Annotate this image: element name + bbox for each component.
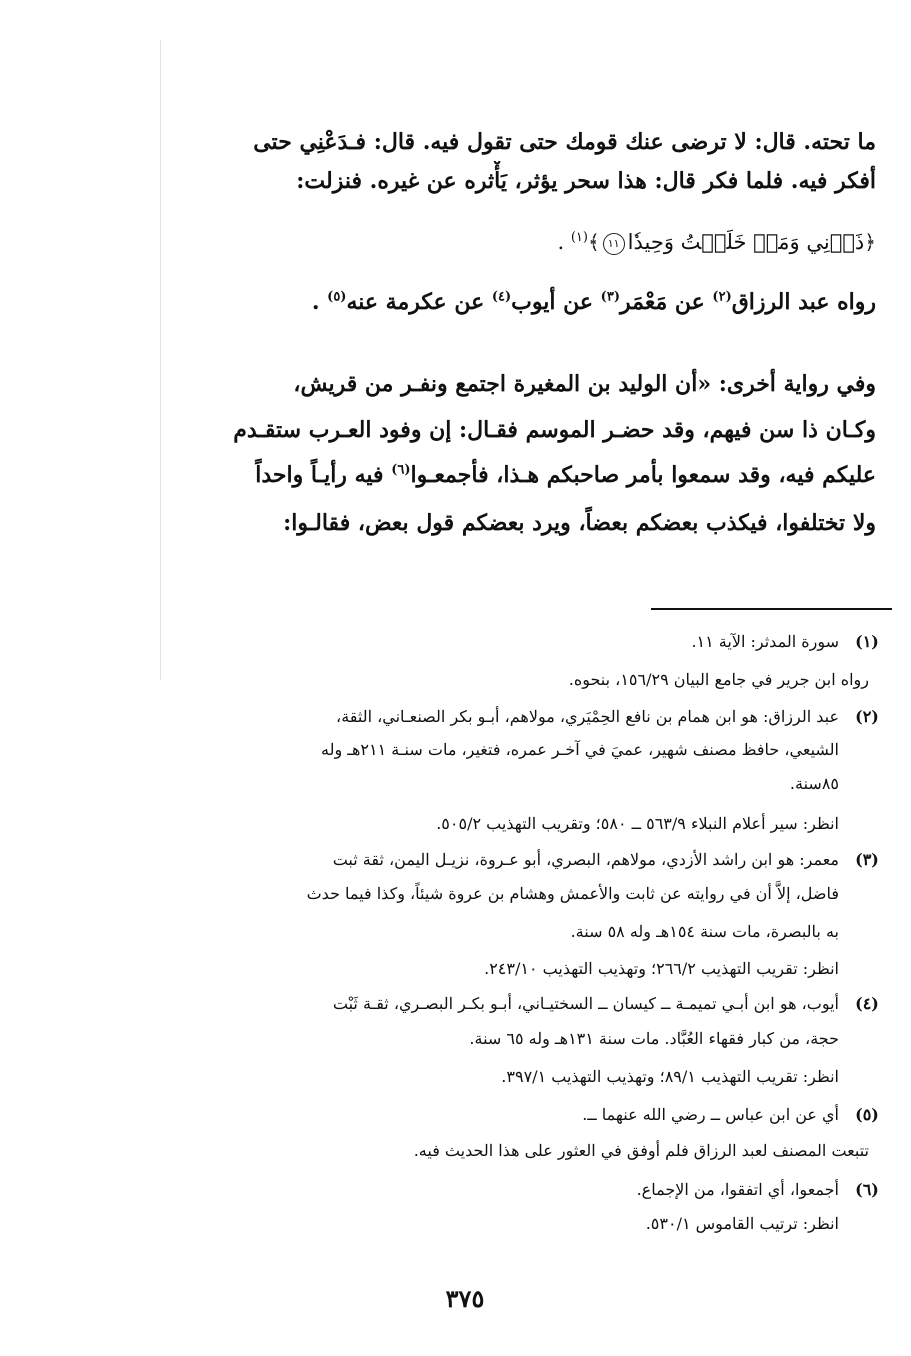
main-line-1: ما تحته. قال: لا ترضى عنك قومك حتى تقول فيه. قال: فـدَعْنِي حتى bbox=[253, 129, 876, 155]
riwaya-part-4: عن عكرمة عنه bbox=[346, 289, 492, 315]
quran-open-bracket: ﴿ bbox=[864, 230, 876, 254]
quran-verse-line bbox=[180, 222, 876, 262]
footnote-number: (١) bbox=[855, 632, 879, 651]
main-line-6: وكـان ذا سن فيهم، وقد حضـر الموسم فقـال: إن وفود العـرب ستقـدم bbox=[233, 417, 876, 443]
footnote-number: (٤) bbox=[855, 994, 879, 1013]
footnote-line: أي عن ابن عباس ــ رضي الله عنهما ــ. bbox=[582, 1105, 839, 1124]
footnote-line: معمر: هو ابن راشد الأزدي، مولاهم، البصري، أبو عـروة، نزيـل اليمن، ثقة ثبت bbox=[332, 850, 839, 869]
footnote-ref-3: (٣) bbox=[600, 289, 620, 305]
quran-close-bracket: ﴾ bbox=[587, 230, 600, 254]
footnote-line: عبد الرزاق: هو ابن همام بن نافع الحِمْيَري، مولاهم، أبـو بكر الصنعـاني، الثقة، bbox=[336, 707, 839, 726]
footnote-number: (٦) bbox=[855, 1180, 879, 1199]
page-number: ٣٧٥ bbox=[445, 1284, 485, 1313]
footnote-line: انظر: ترتيب القاموس ٥٣٠/١. bbox=[645, 1214, 839, 1233]
footnote-line: فاضل، إلاَّ أن في روايته عن ثابت والأعمش وهشام بن عروة شيئاً، وكذا فيما حدث bbox=[306, 884, 839, 903]
riwaya-end-dot: . bbox=[311, 289, 320, 315]
main-line-7 bbox=[180, 455, 876, 495]
footnote-line: به بالبصرة، مات سنة ١٥٤هـ وله ٥٨ سنة. bbox=[570, 922, 839, 941]
footnote-line: انظر: تقريب التهذيب ٢٦٦/٢؛ وتهذيب التهذيب ٢٤٣/١٠. bbox=[484, 959, 839, 978]
riwaya-part-1: رواه عبد الرزاق bbox=[731, 289, 876, 315]
footnote-separator bbox=[651, 608, 892, 610]
footnote-line: ٨٥سنة. bbox=[789, 774, 839, 793]
footnote-ref-2: (٢) bbox=[712, 289, 732, 305]
main-line-5: وفي رواية أخرى: «أن الوليد بن المغيرة اجتمع ونفـر من قريش، bbox=[293, 371, 876, 397]
footnote-line: الشيعي، حافظ مصنف شهير، عميَ في آخـر عمره، فتغير، مات سنـة ٢١١هـ وله bbox=[321, 740, 839, 759]
footnote-number: (٥) bbox=[855, 1105, 879, 1124]
quran-verse: ذَرۡنِي وَمَنۡ خَلَقۡتُ وَحِيدٗا bbox=[627, 230, 865, 254]
footnote-line: رواه ابن جرير في جامع البيان ١٥٦/٢٩، بنحوه. bbox=[568, 670, 869, 689]
scan-edge-line bbox=[160, 40, 161, 680]
footnote-ref-1: (١) bbox=[570, 230, 588, 245]
footnote-line: أيوب، هو ابن أبـي تميمـة ــ كيسان ــ السختيـاني، أبـو بكـر البصـري، ثقـة ثَبْت bbox=[332, 994, 839, 1013]
footnote-ref-5: (٥) bbox=[327, 289, 347, 305]
main-line-7-tail: فيه رأيـاً واحداً bbox=[255, 462, 384, 488]
riwaya-part-2: عن مَعْمَر bbox=[619, 289, 713, 315]
footnote-ref-4: (٤) bbox=[491, 289, 512, 305]
footnote-line: سورة المدثر: الآية ١١. bbox=[691, 632, 839, 651]
main-line-7-text: عليكم فيه، وقد سمعوا بأمر صاحبكم هـذا، فأجمعـوا bbox=[410, 462, 876, 488]
footnote-number: (٢) bbox=[855, 707, 879, 726]
main-line-2: أفكر فيه. فلما فكر قال: هذا سحر يؤثر، يَأْثره عن غيره. فنزلت: bbox=[296, 168, 876, 194]
footnote-line: انظر: سير أعلام النبلاء ٥٦٣/٩ ــ ٥٨٠؛ وتقريب التهذيب ٥٠٥/٢. bbox=[436, 814, 839, 833]
footnote-ref-6: (٦) bbox=[391, 462, 411, 478]
footnote-line: تتبعت المصنف لعبد الرزاق فلم أوفق في العثور على هذا الحديث فيه. bbox=[413, 1141, 869, 1160]
riwaya-part-3: عن أيوب bbox=[511, 289, 601, 315]
footnote-line: أجمعوا، أي اتفقوا، من الإجماع. bbox=[636, 1180, 839, 1199]
quran-end-dot: . bbox=[557, 230, 565, 254]
footnote-line: حجة، من كبار فقهاء العُبَّاد. مات سنة ١٣١هـ وله ٦٥ سنة. bbox=[469, 1029, 839, 1048]
ayah-number-marker: ١١ bbox=[603, 233, 625, 255]
riwaya-line bbox=[180, 282, 876, 322]
footnote-line: انظر: تقريب التهذيب ٨٩/١؛ وتهذيب التهذيب ٣٩٧/١. bbox=[501, 1067, 839, 1086]
footnote-number: (٣) bbox=[855, 850, 879, 869]
main-line-8: ولا تختلفوا، فيكذب بعضكم بعضاً، ويرد بعضكم قول بعض، فقالـوا: bbox=[283, 510, 876, 536]
